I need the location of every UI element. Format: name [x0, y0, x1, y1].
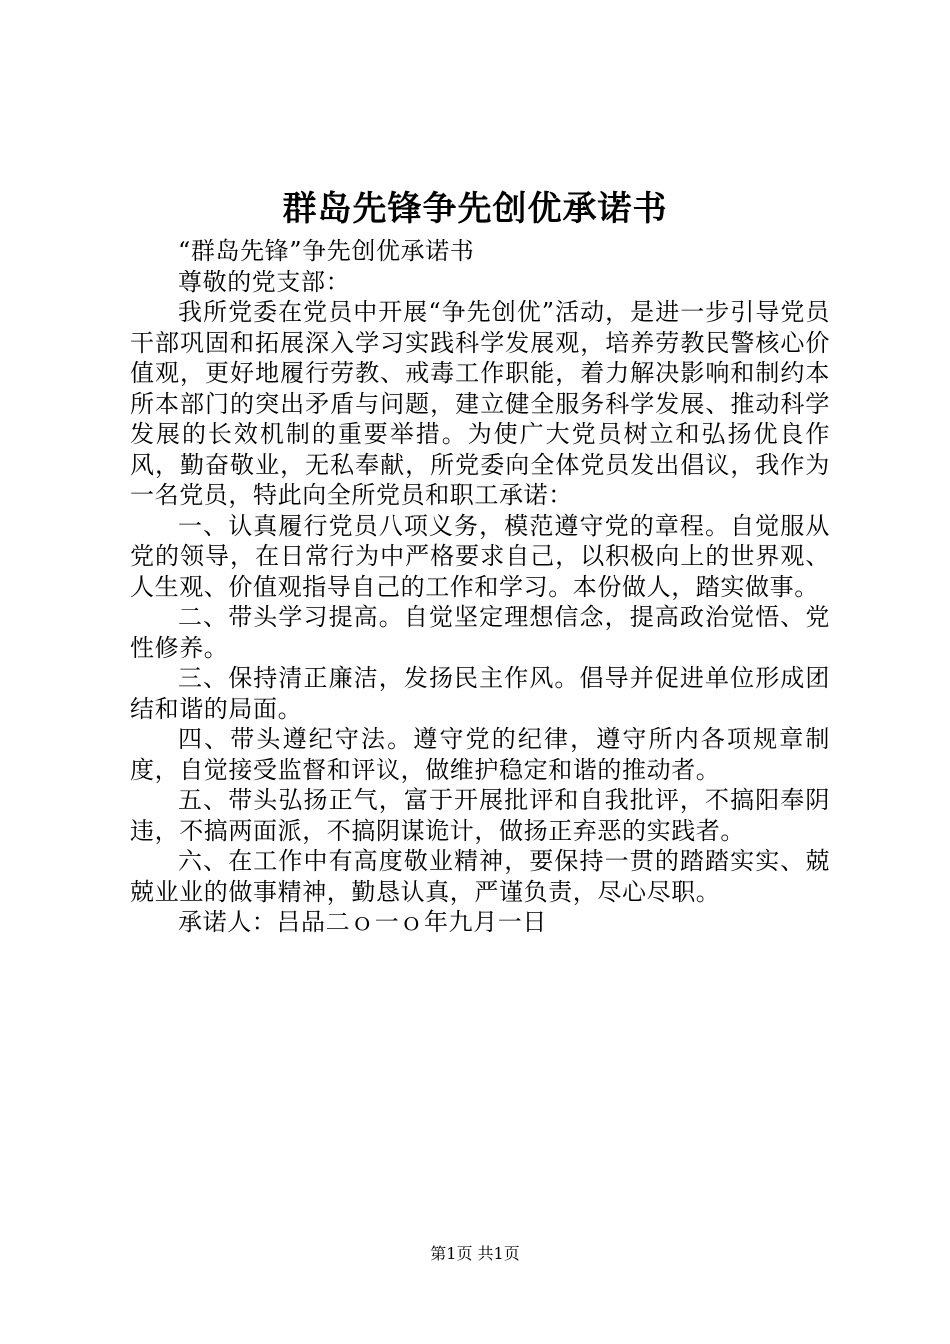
pledge-item-4: 四、带头遵纪守法。遵守党的纪律，遵守所内各项规章制度，自觉接受监督和评议，做维护稳定和谐的推动者。: [130, 725, 830, 784]
intro-paragraph: 我所党委在党员中开展“争先创优”活动，是进一步引导党员干部巩固和拓展深入学习实践科学发展观，培养劳教民警核心价值观，更好地履行劳教、戒毒工作职能，着力解决影响和制约本所本部门的突出矛盾与问题，建立健全服务科学发展、推动科学发展的长效机制的重要举措。为使广大党员树立和弘扬优良作风，勤奋敬业，无私奉献，所党委向全体党员发出倡议，我作为一名党员，特此向全所党员和职工承诺：: [130, 298, 830, 509]
subtitle-paragraph: “群岛先锋”争先创优承诺书: [178, 237, 475, 265]
document-body: [130, 236, 830, 938]
salutation-paragraph: 尊敬的党支部：: [178, 267, 351, 296]
page-number-footer: 第1页 共1页: [430, 1244, 520, 1263]
signature-line: 承诺人：吕品二ｏ一ｏ年九月一日: [178, 908, 547, 936]
pledge-item-1: 一、认真履行党员八项义务，模范遵守党的章程。自觉服从党的领导，在日常行为中严格要求自己，以积极向上的世界观、人生观、价值观指导自己的工作和学习。本份做人，踏实做事。: [130, 511, 830, 601]
pledge-item-6: 六、在工作中有高度敬业精神，要保持一贯的踏踏实实、兢兢业业的做事精神，勤恳认真，严谨负责，尽心尽职。: [130, 847, 830, 906]
pledge-item-2: 二、带头学习提高。自觉坚定理想信念，提高政治觉悟、党性修养。: [130, 603, 830, 662]
pledge-item-5: 五、带头弘扬正气，富于开展批评和自我批评，不搞阳奉阴违，不搞两面派，不搞阴谋诡计，做扬正弃恶的实践者。: [130, 786, 830, 845]
document-title: 群岛先锋争先创优承诺书: [282, 189, 668, 229]
pledge-item-3: 三、保持清正廉洁，发扬民主作风。倡导并促进单位形成团结和谐的局面。: [130, 664, 830, 723]
